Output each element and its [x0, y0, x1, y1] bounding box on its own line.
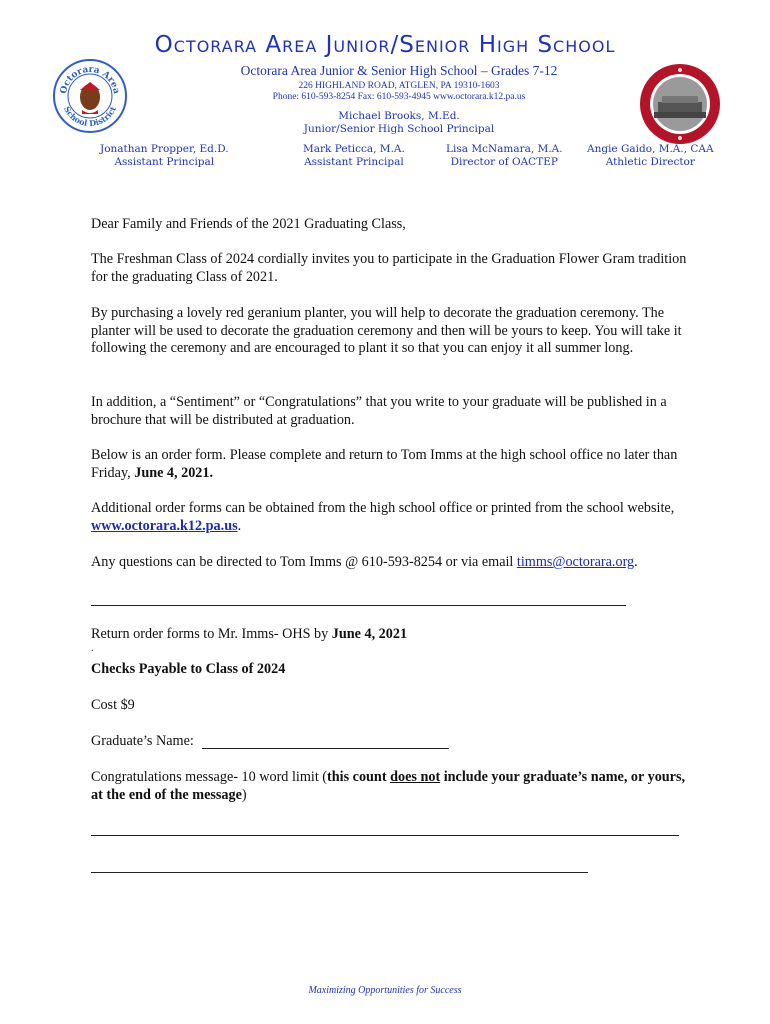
staff-title: Assistant Principal [304, 156, 404, 168]
website-link[interactable]: www.octorara.k12.pa.us [433, 92, 526, 102]
staff-name: Mark Peticca, M.A. [303, 143, 405, 155]
contact-line [0, 92, 770, 102]
staff-title: Director of OACTEP [450, 156, 558, 168]
stray-period: . [91, 643, 94, 654]
staff-propper [100, 143, 229, 169]
count-note-a: this count [327, 769, 391, 785]
staff-name: Jonathan Propper, Ed.D. [100, 143, 229, 155]
return-text: Return order forms to Mr. Imms- OHS by [91, 626, 332, 642]
staff-mcnamara [446, 143, 563, 169]
staff-title: Athletic Director [605, 156, 695, 168]
congrats-text: Congratulations message- 10 word limit ( [91, 769, 328, 785]
close-paren: ) [241, 786, 247, 803]
count-note-b: include your graduate’s name, or yours, at the end of the message [91, 769, 686, 803]
principal-title: Junior/Senior High School Principal [303, 123, 495, 135]
cut-line [91, 605, 626, 606]
paragraph-planter: By purchasing a lovely red geranium planter, you will help to decorate the graduation ceremony. The planter will be used to decorate the graduation ceremony and then will be yours to keep. You will take it following the ceremony and are encouraged to plant it so that you can enjoy it all summer long. [91, 305, 682, 356]
staff-title: Assistant Principal [114, 156, 215, 168]
email-link[interactable]: timms@octorara.org [516, 554, 635, 570]
svg-text:School District: School District [61, 104, 118, 129]
principal-block [0, 110, 770, 136]
principal-name: Michael Brooks, M.Ed. [338, 110, 460, 122]
congrats-instructions [91, 769, 691, 804]
website-text: Additional order forms can be obtained from the high school office or printed from the school website, [91, 500, 675, 516]
staff-gaido [587, 143, 714, 169]
cost-label: Cost $9 [91, 697, 135, 713]
message-line-2[interactable] [91, 872, 588, 873]
does-not-emphasis: does not [390, 769, 441, 785]
phone-fax: Phone: 610-593-8254 Fax: 610-593-4945 [272, 92, 431, 102]
school-subtitle: Octorara Area Junior & Senior High School – Grades 7-12 [240, 63, 558, 78]
graduate-name-label: Graduate’s Name: [91, 733, 194, 749]
footer-motto: Maximizing Opportunities for Success [308, 985, 462, 996]
graduate-name-field[interactable] [202, 748, 449, 749]
paragraph-sentiment: In addition, a “Sentiment” or “Congratulations” that you write to your graduate will be published in a brochure that will be distributed at graduation. [91, 394, 667, 428]
staff-peticca [303, 143, 405, 169]
period: . [237, 517, 242, 534]
graduate-name-row [91, 733, 691, 751]
letter-greeting: Dear Family and Friends of the 2021 Graduating Class, [91, 216, 406, 232]
paragraph-invite: The Freshman Class of 2024 cordially invites you to participate in the Graduation Flower Gram tradition for the graduating Class of 2021. [91, 251, 687, 285]
period: . [634, 554, 638, 570]
message-line-1[interactable] [91, 835, 679, 836]
questions-text: Any questions can be directed to Tom Imms @ 610-593-8254 or via email [91, 554, 517, 570]
staff-name: Lisa McNamara, M.A. [446, 143, 563, 155]
paragraph-order-form [91, 447, 691, 482]
checks-payable: Checks Payable to Class of 2024 [91, 661, 286, 677]
order-form-text: Below is an order form. Please complete and return to Tom Imms at the high school office no later than Friday, [91, 447, 678, 481]
school-address: 226 HIGHLAND ROAD, ATGLEN, PA 19310-1603 [298, 81, 500, 91]
paragraph-questions [91, 554, 711, 572]
staff-name: Angie Gaido, M.A., CAA [587, 143, 714, 155]
school-website-link[interactable]: www.octorara.k12.pa.us [91, 517, 238, 534]
svg-text:Octorara Area: Octorara Area [58, 64, 121, 95]
school-title: Octorara Area Junior/Senior High School [154, 32, 616, 58]
deadline-date: June 4, 2021. [134, 464, 214, 481]
return-date: June 4, 2021 [331, 626, 408, 642]
paragraph-website [91, 500, 691, 535]
